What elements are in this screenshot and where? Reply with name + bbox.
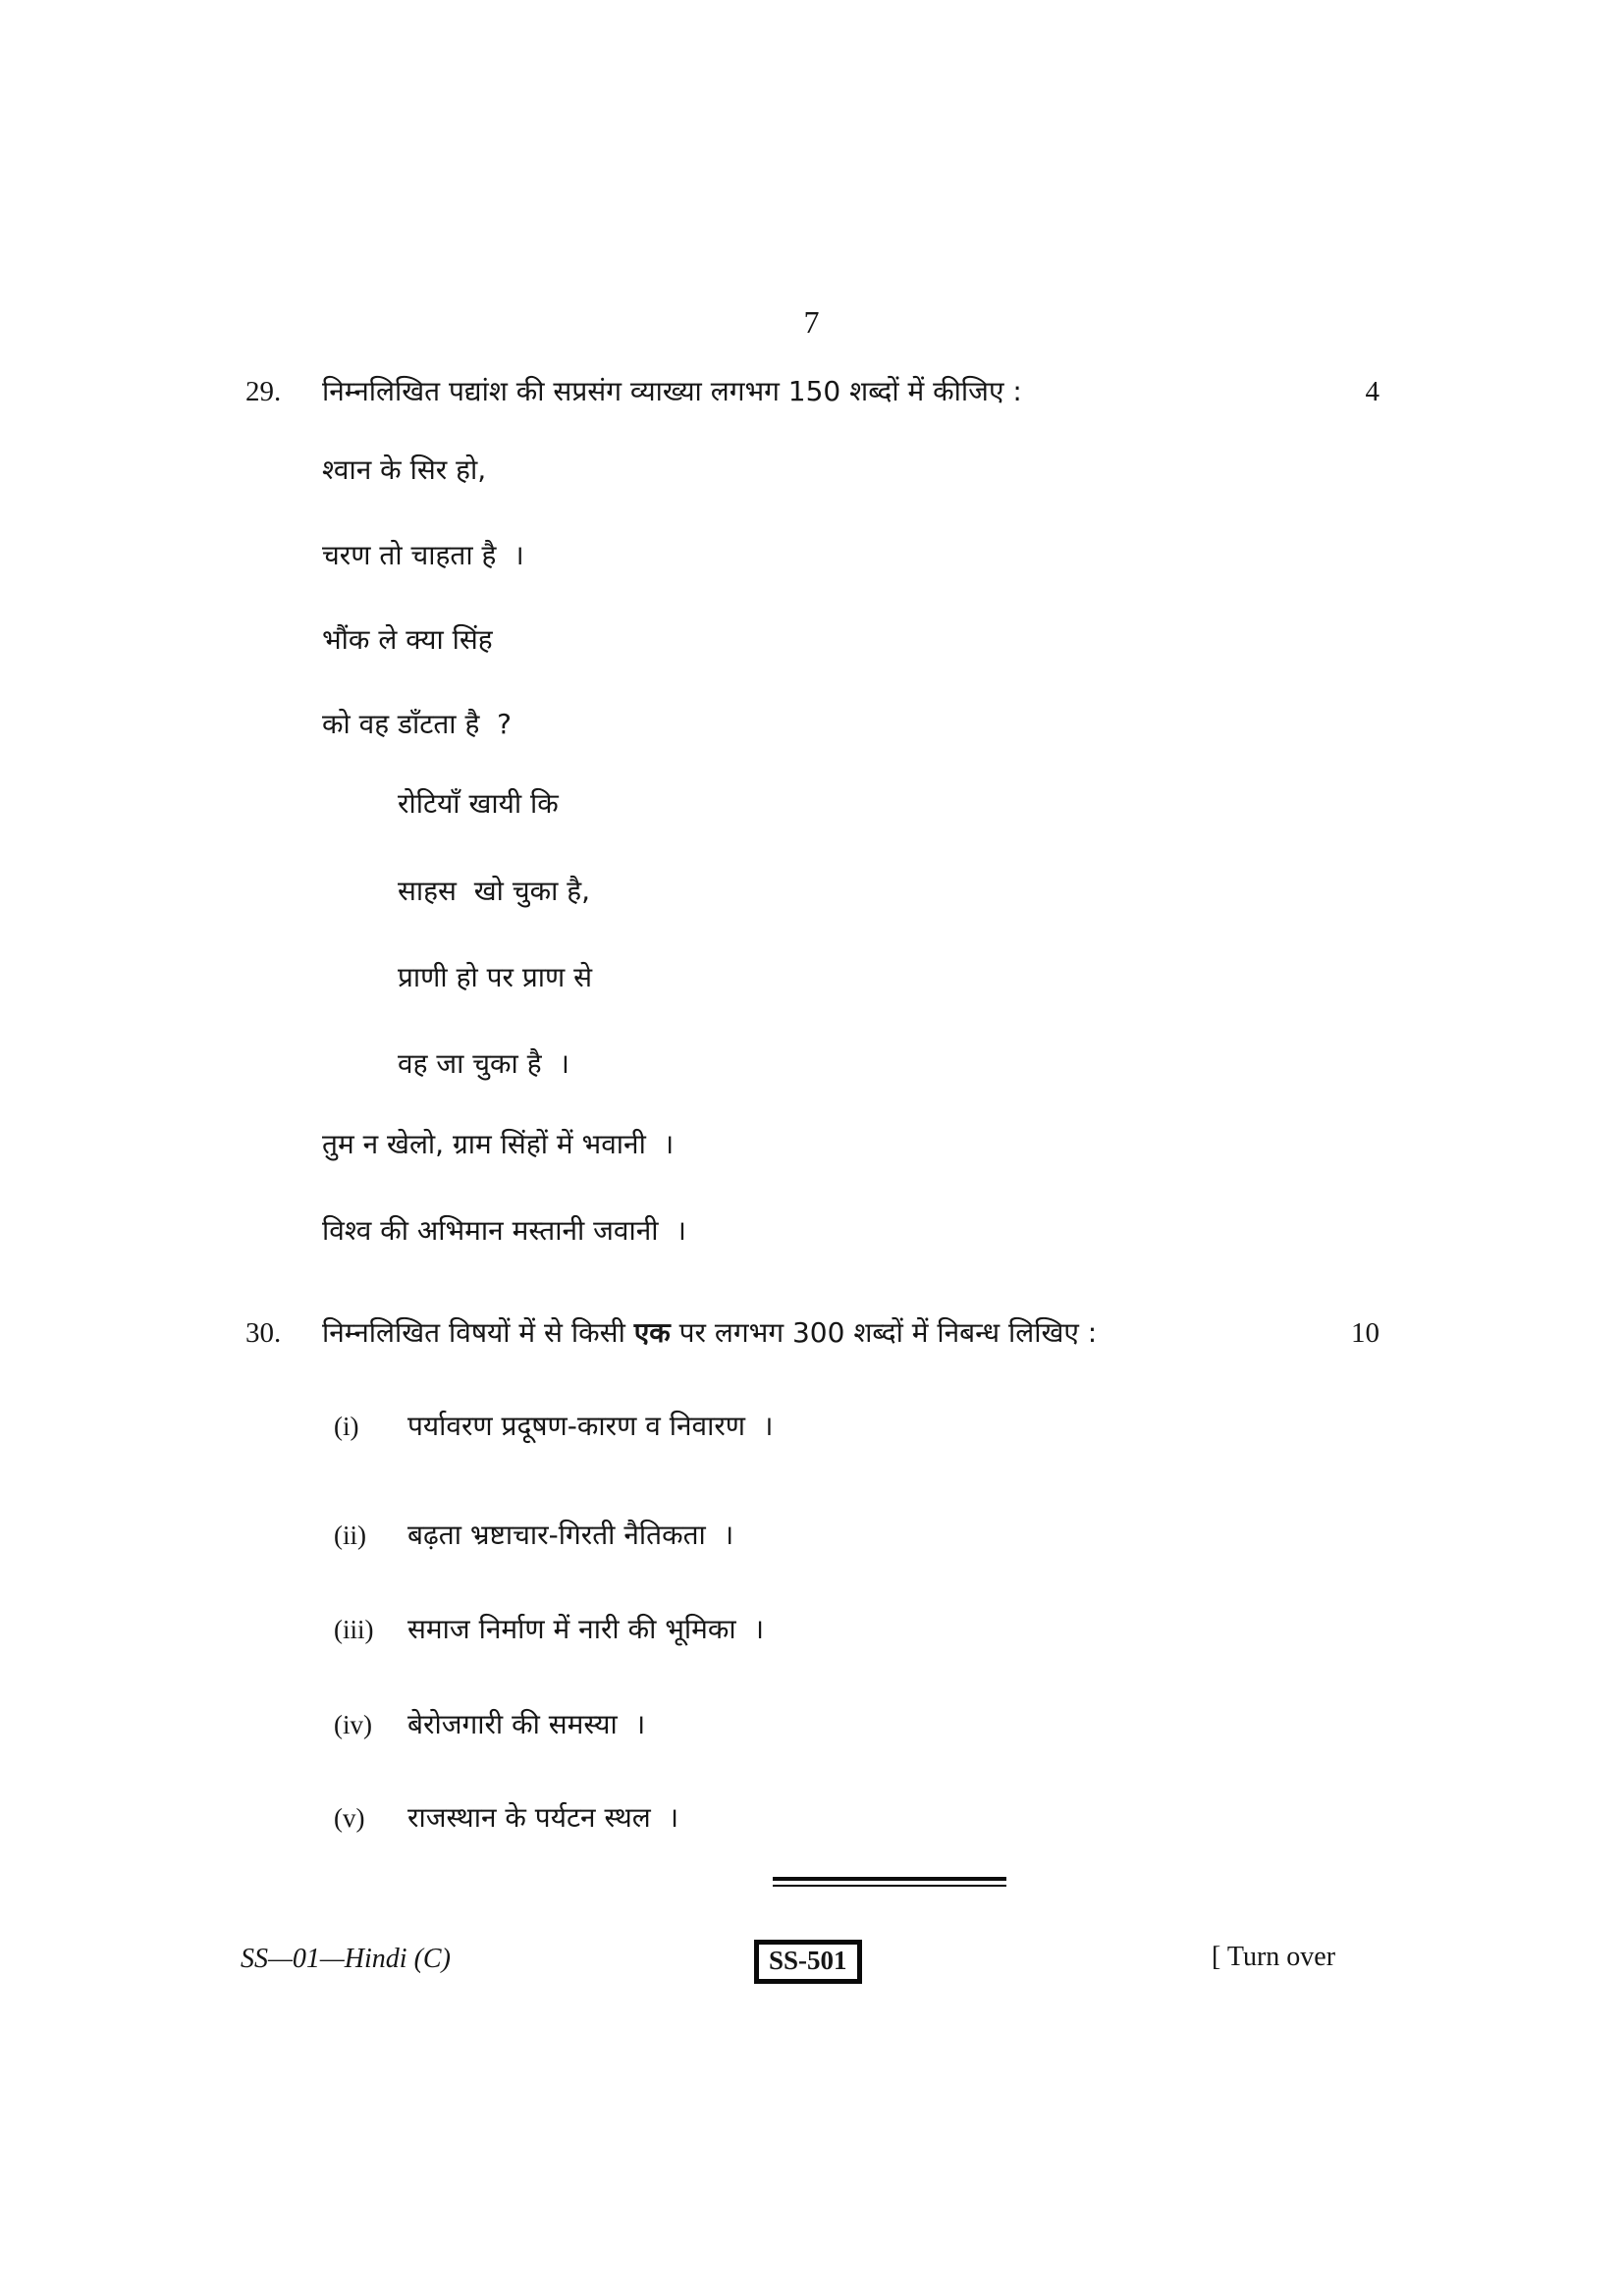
option-i-text: पर्यावरण प्रदूषण-कारण व निवारण । [407,1410,774,1442]
poem-line: श्वान के सिर हो, [322,454,487,486]
poem-line: विश्व की अभिमान मस्तानी जवानी । [322,1214,686,1247]
poem-line: प्राणी हो पर प्राण से [398,961,593,993]
question-30-text-before: निम्नलिखित विषयों में से किसी [322,1316,634,1349]
poem-line: तुम न खेलो, ग्राम सिंहों में भवानी । [322,1128,675,1160]
option-ii-text: बढ़ता भ्रष्टाचार-गिरती नैतिकता । [407,1519,734,1551]
poem-line: भौंक ले क्या सिंह [322,623,493,656]
question-30-text [322,1315,1097,1350]
option-iii-text: समाज निर्माण में नारी की भूमिका । [407,1613,765,1645]
poem-line: वह जा चुका है । [398,1047,569,1080]
option-v-label: (v) [334,1803,365,1833]
poem-line: चरण तो चाहता है । [322,539,524,571]
option-iv-label: (iv) [334,1710,372,1739]
option-i-label: (i) [334,1412,359,1441]
option-ii-label: (ii) [334,1521,366,1550]
option-v-text: राजस्थान के पर्यटन स्थल । [407,1801,679,1834]
option-iii-label: (iii) [334,1615,374,1644]
question-30-text-after: पर लगभग 300 शब्दों में निबन्ध लिखिए : [670,1316,1098,1349]
question-29-text: निम्नलिखित पद्यांश की सप्रसंग व्याख्या लगभग 150 शब्दों में कीजिए : [322,375,1022,407]
poem-line: रोटियाँ खायी कि [398,787,559,820]
footer-series-code-box: SS-501 [754,1940,862,1984]
footer-turn-over: [ Turn over [1212,1942,1336,1972]
question-30-text-emphasis: एक [633,1316,671,1349]
option-iv-text: बेरोजगारी की समस्या । [407,1708,646,1740]
question-29-number: 29. [245,376,282,407]
footer-paper-code: SS—01—Hindi (C) [241,1944,451,1974]
page-number: 7 [803,304,820,340]
question-30-marks: 10 [1351,1317,1380,1349]
question-29-marks: 4 [1365,376,1380,407]
question-30-number: 30. [245,1317,282,1349]
poem-line: को वह डाँटता है ? [322,708,512,740]
section-end-rule [773,1877,1006,1887]
poem-line: साहस खो चुका है, [398,875,591,907]
